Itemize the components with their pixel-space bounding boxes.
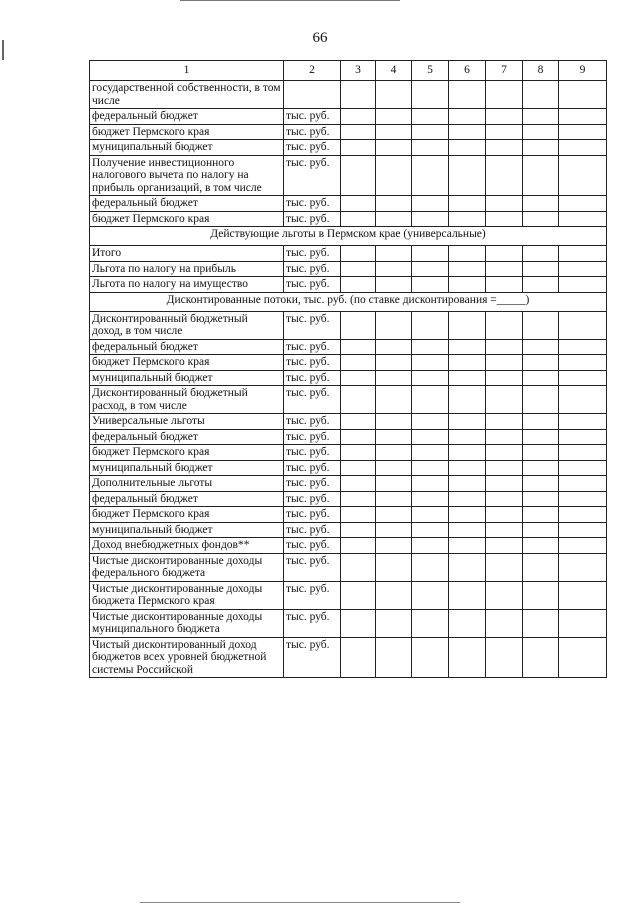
row-label: муниципальный бюджет xyxy=(90,140,284,156)
table-row xyxy=(90,155,607,196)
empty-cell-col-9 xyxy=(559,246,607,262)
empty-cell-col-6 xyxy=(449,155,486,196)
empty-cell-col-4 xyxy=(376,538,412,554)
empty-cell-col-9 xyxy=(559,261,607,277)
table-row xyxy=(90,507,607,523)
table-row xyxy=(90,339,607,355)
row-label: Льгота по налогу на прибыль xyxy=(90,261,284,277)
empty-cell-col-9 xyxy=(559,339,607,355)
row-unit xyxy=(284,81,341,109)
empty-cell-col-8 xyxy=(523,414,559,430)
row-label: федеральный бюджет xyxy=(90,491,284,507)
empty-cell-col-5 xyxy=(412,155,449,196)
row-unit: тыс. руб. xyxy=(284,386,341,414)
empty-cell-col-4 xyxy=(376,311,412,339)
row-label: Чистый дисконтированный доход бюджетов всех уровней бюджетной системы Российской xyxy=(90,637,284,678)
empty-cell-col-9 xyxy=(559,429,607,445)
table-row xyxy=(90,124,607,140)
empty-cell-col-5 xyxy=(412,460,449,476)
empty-cell-col-4 xyxy=(376,124,412,140)
empty-cell-col-7 xyxy=(486,261,523,277)
budget-flows-table xyxy=(89,60,607,678)
empty-cell-col-8 xyxy=(523,211,559,227)
table-row xyxy=(90,538,607,554)
header-row xyxy=(90,61,607,81)
empty-cell-col-9 xyxy=(559,414,607,430)
empty-cell-col-7 xyxy=(486,429,523,445)
empty-cell-col-6 xyxy=(449,355,486,371)
column-header-8: 8 xyxy=(523,61,559,81)
empty-cell-col-5 xyxy=(412,609,449,637)
empty-cell-col-6 xyxy=(449,414,486,430)
empty-cell-col-7 xyxy=(486,445,523,461)
empty-cell-col-4 xyxy=(376,522,412,538)
empty-cell-col-8 xyxy=(523,124,559,140)
empty-cell-col-8 xyxy=(523,507,559,523)
empty-cell-col-5 xyxy=(412,81,449,109)
empty-cell-col-9 xyxy=(559,109,607,125)
empty-cell-col-7 xyxy=(486,507,523,523)
empty-cell-col-3 xyxy=(341,637,376,678)
empty-cell-col-8 xyxy=(523,581,559,609)
empty-cell-col-4 xyxy=(376,246,412,262)
row-unit: тыс. руб. xyxy=(284,581,341,609)
empty-cell-col-8 xyxy=(523,140,559,156)
table-row xyxy=(90,355,607,371)
empty-cell-col-5 xyxy=(412,261,449,277)
empty-cell-col-7 xyxy=(486,140,523,156)
empty-cell-col-5 xyxy=(412,370,449,386)
empty-cell-col-5 xyxy=(412,277,449,293)
column-header-3: 3 xyxy=(341,61,376,81)
empty-cell-col-7 xyxy=(486,311,523,339)
empty-cell-col-6 xyxy=(449,386,486,414)
empty-cell-col-6 xyxy=(449,581,486,609)
section-row xyxy=(90,227,607,246)
empty-cell-col-4 xyxy=(376,609,412,637)
row-label: Льгота по налогу на имущество xyxy=(90,277,284,293)
row-unit: тыс. руб. xyxy=(284,476,341,492)
empty-cell-col-3 xyxy=(341,491,376,507)
table-row xyxy=(90,609,607,637)
table-row xyxy=(90,414,607,430)
empty-cell-col-7 xyxy=(486,370,523,386)
empty-cell-col-7 xyxy=(486,637,523,678)
empty-cell-col-3 xyxy=(341,370,376,386)
column-header-6: 6 xyxy=(449,61,486,81)
row-unit: тыс. руб. xyxy=(284,553,341,581)
empty-cell-col-7 xyxy=(486,609,523,637)
empty-cell-col-8 xyxy=(523,277,559,293)
empty-cell-col-8 xyxy=(523,81,559,109)
empty-cell-col-6 xyxy=(449,445,486,461)
empty-cell-col-8 xyxy=(523,522,559,538)
table-row xyxy=(90,196,607,212)
empty-cell-col-7 xyxy=(486,414,523,430)
empty-cell-col-9 xyxy=(559,355,607,371)
empty-cell-col-3 xyxy=(341,339,376,355)
empty-cell-col-3 xyxy=(341,155,376,196)
empty-cell-col-9 xyxy=(559,581,607,609)
empty-cell-col-4 xyxy=(376,370,412,386)
empty-cell-col-6 xyxy=(449,311,486,339)
empty-cell-col-6 xyxy=(449,476,486,492)
row-label: бюджет Пермского края xyxy=(90,507,284,523)
empty-cell-col-9 xyxy=(559,196,607,212)
row-unit: тыс. руб. xyxy=(284,261,341,277)
table-row xyxy=(90,211,607,227)
empty-cell-col-9 xyxy=(559,211,607,227)
column-header-9: 9 xyxy=(559,61,607,81)
row-unit: тыс. руб. xyxy=(284,491,341,507)
row-label: бюджет Пермского края xyxy=(90,124,284,140)
empty-cell-col-7 xyxy=(486,476,523,492)
column-header-5: 5 xyxy=(412,61,449,81)
row-unit: тыс. руб. xyxy=(284,522,341,538)
top-scan-mark xyxy=(180,0,400,3)
row-unit: тыс. руб. xyxy=(284,109,341,125)
row-unit: тыс. руб. xyxy=(284,538,341,554)
empty-cell-col-7 xyxy=(486,196,523,212)
row-unit: тыс. руб. xyxy=(284,429,341,445)
empty-cell-col-5 xyxy=(412,140,449,156)
row-unit: тыс. руб. xyxy=(284,339,341,355)
empty-cell-col-5 xyxy=(412,553,449,581)
empty-cell-col-3 xyxy=(341,538,376,554)
row-label: федеральный бюджет xyxy=(90,109,284,125)
table-row xyxy=(90,81,607,109)
empty-cell-col-6 xyxy=(449,637,486,678)
empty-cell-col-5 xyxy=(412,445,449,461)
empty-cell-col-3 xyxy=(341,581,376,609)
table-row xyxy=(90,386,607,414)
row-label: муниципальный бюджет xyxy=(90,370,284,386)
empty-cell-col-8 xyxy=(523,386,559,414)
empty-cell-col-8 xyxy=(523,476,559,492)
empty-cell-col-8 xyxy=(523,491,559,507)
empty-cell-col-4 xyxy=(376,476,412,492)
empty-cell-col-9 xyxy=(559,609,607,637)
empty-cell-col-9 xyxy=(559,277,607,293)
empty-cell-col-5 xyxy=(412,196,449,212)
row-unit: тыс. руб. xyxy=(284,609,341,637)
empty-cell-col-6 xyxy=(449,522,486,538)
empty-cell-col-7 xyxy=(486,155,523,196)
row-label: бюджет Пермского края xyxy=(90,445,284,461)
empty-cell-col-7 xyxy=(486,355,523,371)
table-row xyxy=(90,553,607,581)
empty-cell-col-3 xyxy=(341,140,376,156)
empty-cell-col-8 xyxy=(523,538,559,554)
column-header-7: 7 xyxy=(486,61,523,81)
empty-cell-col-6 xyxy=(449,81,486,109)
row-unit: тыс. руб. xyxy=(284,246,341,262)
empty-cell-col-4 xyxy=(376,445,412,461)
row-unit: тыс. руб. xyxy=(284,311,341,339)
empty-cell-col-5 xyxy=(412,637,449,678)
page-number: 66 xyxy=(312,30,328,46)
empty-cell-col-6 xyxy=(449,609,486,637)
empty-cell-col-9 xyxy=(559,507,607,523)
row-label: Дисконтированный бюджетный доход, в том числе xyxy=(90,311,284,339)
empty-cell-col-9 xyxy=(559,522,607,538)
empty-cell-col-3 xyxy=(341,124,376,140)
empty-cell-col-3 xyxy=(341,355,376,371)
empty-cell-col-9 xyxy=(559,445,607,461)
row-unit: тыс. руб. xyxy=(284,507,341,523)
empty-cell-col-8 xyxy=(523,355,559,371)
row-label: Получение инвестиционного налогового вычета по налогу на прибыль организаций, в том числе xyxy=(90,155,284,196)
empty-cell-col-7 xyxy=(486,246,523,262)
empty-cell-col-6 xyxy=(449,109,486,125)
empty-cell-col-3 xyxy=(341,109,376,125)
section-title: Действующие льготы в Пермском крае (универсальные) xyxy=(90,227,607,246)
empty-cell-col-5 xyxy=(412,386,449,414)
empty-cell-col-6 xyxy=(449,553,486,581)
empty-cell-col-3 xyxy=(341,507,376,523)
empty-cell-col-4 xyxy=(376,155,412,196)
empty-cell-col-9 xyxy=(559,81,607,109)
empty-cell-col-3 xyxy=(341,460,376,476)
empty-cell-col-7 xyxy=(486,386,523,414)
row-label: Дополнительные льготы xyxy=(90,476,284,492)
empty-cell-col-4 xyxy=(376,460,412,476)
empty-cell-col-4 xyxy=(376,261,412,277)
table-row xyxy=(90,277,607,293)
empty-cell-col-6 xyxy=(449,211,486,227)
row-unit: тыс. руб. xyxy=(284,211,341,227)
empty-cell-col-8 xyxy=(523,246,559,262)
empty-cell-col-4 xyxy=(376,386,412,414)
section-row xyxy=(90,292,607,311)
row-unit: тыс. руб. xyxy=(284,370,341,386)
empty-cell-col-4 xyxy=(376,277,412,293)
empty-cell-col-6 xyxy=(449,277,486,293)
empty-cell-col-8 xyxy=(523,155,559,196)
empty-cell-col-4 xyxy=(376,581,412,609)
empty-cell-col-8 xyxy=(523,553,559,581)
row-label: федеральный бюджет xyxy=(90,339,284,355)
row-label: Дисконтированный бюджетный расход, в том числе xyxy=(90,386,284,414)
empty-cell-col-5 xyxy=(412,211,449,227)
empty-cell-col-4 xyxy=(376,140,412,156)
empty-cell-col-6 xyxy=(449,507,486,523)
section-title: Дисконтированные потоки, тыс. руб. (по ставке дисконтирования =_____) xyxy=(90,292,607,311)
empty-cell-col-6 xyxy=(449,140,486,156)
empty-cell-col-9 xyxy=(559,476,607,492)
empty-cell-col-6 xyxy=(449,370,486,386)
table-row xyxy=(90,460,607,476)
row-label: федеральный бюджет xyxy=(90,429,284,445)
empty-cell-col-6 xyxy=(449,261,486,277)
empty-cell-col-5 xyxy=(412,311,449,339)
table-body xyxy=(90,81,607,678)
empty-cell-col-5 xyxy=(412,491,449,507)
empty-cell-col-6 xyxy=(449,124,486,140)
empty-cell-col-9 xyxy=(559,311,607,339)
empty-cell-col-3 xyxy=(341,81,376,109)
empty-cell-col-9 xyxy=(559,140,607,156)
row-label: Доход внебюджетных фондов** xyxy=(90,538,284,554)
empty-cell-col-6 xyxy=(449,538,486,554)
empty-cell-col-6 xyxy=(449,246,486,262)
empty-cell-col-9 xyxy=(559,124,607,140)
empty-cell-col-9 xyxy=(559,553,607,581)
column-header-2: 2 xyxy=(284,61,341,81)
empty-cell-col-4 xyxy=(376,196,412,212)
empty-cell-col-6 xyxy=(449,429,486,445)
empty-cell-col-5 xyxy=(412,522,449,538)
empty-cell-col-3 xyxy=(341,277,376,293)
bottom-scan-mark xyxy=(140,902,460,903)
empty-cell-col-9 xyxy=(559,370,607,386)
empty-cell-col-5 xyxy=(412,246,449,262)
row-unit: тыс. руб. xyxy=(284,140,341,156)
empty-cell-col-5 xyxy=(412,476,449,492)
empty-cell-col-4 xyxy=(376,355,412,371)
empty-cell-col-3 xyxy=(341,553,376,581)
empty-cell-col-3 xyxy=(341,261,376,277)
empty-cell-col-7 xyxy=(486,109,523,125)
row-label: муниципальный бюджет xyxy=(90,522,284,538)
empty-cell-col-8 xyxy=(523,261,559,277)
empty-cell-col-7 xyxy=(486,277,523,293)
empty-cell-col-4 xyxy=(376,491,412,507)
empty-cell-col-5 xyxy=(412,414,449,430)
empty-cell-col-8 xyxy=(523,429,559,445)
empty-cell-col-3 xyxy=(341,246,376,262)
empty-cell-col-8 xyxy=(523,637,559,678)
empty-cell-col-7 xyxy=(486,81,523,109)
empty-cell-col-4 xyxy=(376,81,412,109)
empty-cell-col-8 xyxy=(523,445,559,461)
empty-cell-col-5 xyxy=(412,429,449,445)
empty-cell-col-9 xyxy=(559,155,607,196)
empty-cell-col-9 xyxy=(559,460,607,476)
row-label: муниципальный бюджет xyxy=(90,460,284,476)
table-row xyxy=(90,581,607,609)
row-label: Чистые дисконтированные доходы федерального бюджета xyxy=(90,553,284,581)
row-label: Чистые дисконтированные доходы бюджета Пермского края xyxy=(90,581,284,609)
empty-cell-col-8 xyxy=(523,196,559,212)
empty-cell-col-3 xyxy=(341,311,376,339)
table-row xyxy=(90,140,607,156)
empty-cell-col-4 xyxy=(376,414,412,430)
empty-cell-col-8 xyxy=(523,370,559,386)
empty-cell-col-9 xyxy=(559,637,607,678)
row-label: государственной собственности, в том числе xyxy=(90,81,284,109)
empty-cell-col-5 xyxy=(412,507,449,523)
empty-cell-col-9 xyxy=(559,491,607,507)
table-row xyxy=(90,246,607,262)
empty-cell-col-7 xyxy=(486,522,523,538)
table-row xyxy=(90,491,607,507)
empty-cell-col-5 xyxy=(412,581,449,609)
row-label: Универсальные льготы xyxy=(90,414,284,430)
empty-cell-col-4 xyxy=(376,211,412,227)
empty-cell-col-3 xyxy=(341,522,376,538)
empty-cell-col-7 xyxy=(486,211,523,227)
table-row xyxy=(90,109,607,125)
empty-cell-col-7 xyxy=(486,124,523,140)
row-label: Итого xyxy=(90,246,284,262)
table-row xyxy=(90,311,607,339)
empty-cell-col-3 xyxy=(341,414,376,430)
row-unit: тыс. руб. xyxy=(284,445,341,461)
empty-cell-col-8 xyxy=(523,311,559,339)
empty-cell-col-8 xyxy=(523,460,559,476)
empty-cell-col-5 xyxy=(412,124,449,140)
column-header-1: 1 xyxy=(90,61,284,81)
empty-cell-col-5 xyxy=(412,538,449,554)
empty-cell-col-6 xyxy=(449,339,486,355)
table-row xyxy=(90,429,607,445)
table-row xyxy=(90,522,607,538)
empty-cell-col-3 xyxy=(341,445,376,461)
row-label: федеральный бюджет xyxy=(90,196,284,212)
empty-cell-col-8 xyxy=(523,109,559,125)
table-row xyxy=(90,445,607,461)
empty-cell-col-6 xyxy=(449,491,486,507)
empty-cell-col-4 xyxy=(376,429,412,445)
row-unit: тыс. руб. xyxy=(284,460,341,476)
empty-cell-col-5 xyxy=(412,109,449,125)
empty-cell-col-3 xyxy=(341,211,376,227)
empty-cell-col-6 xyxy=(449,196,486,212)
empty-cell-col-7 xyxy=(486,339,523,355)
empty-cell-col-8 xyxy=(523,609,559,637)
row-unit: тыс. руб. xyxy=(284,196,341,212)
empty-cell-col-4 xyxy=(376,109,412,125)
row-unit: тыс. руб. xyxy=(284,124,341,140)
empty-cell-col-3 xyxy=(341,476,376,492)
row-label: бюджет Пермского края xyxy=(90,211,284,227)
table-row xyxy=(90,637,607,678)
empty-cell-col-7 xyxy=(486,491,523,507)
row-unit: тыс. руб. xyxy=(284,355,341,371)
empty-cell-col-9 xyxy=(559,386,607,414)
empty-cell-col-4 xyxy=(376,553,412,581)
row-unit: тыс. руб. xyxy=(284,637,341,678)
row-unit: тыс. руб. xyxy=(284,155,341,196)
table-row xyxy=(90,476,607,492)
row-label: Чистые дисконтированные доходы муниципального бюджета xyxy=(90,609,284,637)
table-row xyxy=(90,370,607,386)
empty-cell-col-7 xyxy=(486,538,523,554)
empty-cell-col-7 xyxy=(486,553,523,581)
row-unit: тыс. руб. xyxy=(284,277,341,293)
empty-cell-col-4 xyxy=(376,339,412,355)
column-header-4: 4 xyxy=(376,61,412,81)
empty-cell-col-3 xyxy=(341,196,376,212)
empty-cell-col-8 xyxy=(523,339,559,355)
table-row xyxy=(90,261,607,277)
empty-cell-col-5 xyxy=(412,355,449,371)
empty-cell-col-6 xyxy=(449,460,486,476)
empty-cell-col-7 xyxy=(486,460,523,476)
empty-cell-col-9 xyxy=(559,538,607,554)
empty-cell-col-4 xyxy=(376,507,412,523)
empty-cell-col-3 xyxy=(341,429,376,445)
empty-cell-col-7 xyxy=(486,581,523,609)
empty-cell-col-3 xyxy=(341,386,376,414)
empty-cell-col-3 xyxy=(341,609,376,637)
empty-cell-col-5 xyxy=(412,339,449,355)
row-unit: тыс. руб. xyxy=(284,414,341,430)
row-label: бюджет Пермского края xyxy=(90,355,284,371)
empty-cell-col-4 xyxy=(376,637,412,678)
